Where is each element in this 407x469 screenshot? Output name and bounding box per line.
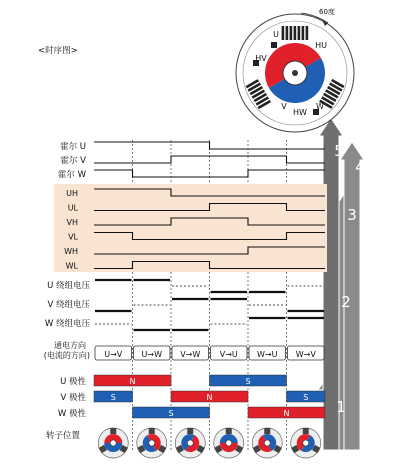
diagram-caption: <时序图>: [38, 46, 78, 56]
rotor-hub: [303, 440, 309, 446]
rotor-hub: [110, 440, 116, 446]
polarity-label: W 极性: [57, 409, 86, 419]
coil-label: V: [281, 102, 287, 111]
rotor-coil-mark: [303, 428, 309, 434]
polarity-pole: N: [283, 409, 290, 418]
rotor-position-icon: [175, 428, 205, 458]
coil-label: U: [273, 30, 279, 39]
hall-waveform: [94, 142, 325, 149]
current-direction-value: U→W: [141, 350, 162, 359]
current-direction-value: V→U: [219, 350, 238, 359]
step-number-2: 2: [341, 293, 351, 311]
polarity-pole: S: [245, 377, 251, 386]
rotor-coil-mark: [187, 428, 193, 434]
hall-label: 霍尔 W: [57, 170, 86, 180]
rotor-position-icon: [291, 428, 321, 458]
hall-label: 霍尔 V: [60, 156, 86, 166]
coil-winding: [290, 26, 293, 40]
polarity-label: U 极性: [60, 377, 86, 387]
step-number-4: 4: [355, 158, 365, 176]
rotor-coil-mark: [226, 428, 232, 434]
current-direction-value: U→V: [104, 350, 123, 359]
current-direction-label: 通电方向: [54, 341, 86, 350]
angle-label: 60度: [319, 8, 335, 16]
hall-label: 霍尔 U: [60, 142, 86, 152]
coil-label: HU: [315, 41, 327, 50]
coil-winding: [294, 26, 297, 40]
coil-winding: [306, 26, 309, 40]
polarity-pole: N: [129, 377, 136, 386]
polarity-pole: S: [110, 393, 116, 402]
drive-signal-band: [54, 184, 327, 272]
coil-winding: [298, 26, 301, 40]
coil-label: HW: [293, 108, 307, 117]
rotor-hub: [226, 440, 232, 446]
coil-label: HV: [255, 54, 267, 63]
coil-winding: [286, 26, 289, 40]
rotor-coil-mark: [264, 428, 270, 434]
drive-label: VH: [66, 218, 78, 227]
step-number-1: 1: [336, 398, 346, 416]
hall-sensor: [271, 42, 277, 48]
drive-label: UL: [67, 203, 78, 213]
polarity-pole: N: [206, 393, 213, 402]
step-number-5: 5: [334, 142, 344, 160]
rotor-hub: [187, 440, 193, 446]
current-direction-value: W→U: [257, 350, 278, 359]
rotor-position-icon: [214, 428, 244, 458]
current-direction-sublabel: (电流的方向): [43, 351, 90, 360]
rotor-position-icon: [137, 428, 167, 458]
winding-label: U 绕组电压: [47, 281, 90, 291]
drive-label: VL: [68, 232, 78, 242]
drive-label: WL: [65, 261, 78, 271]
polarity-label: V 极性: [60, 393, 86, 403]
coil-label: W: [316, 102, 324, 111]
rotor-shaft: [292, 70, 298, 76]
polarity-pole: S: [168, 409, 174, 418]
winding-label: V 绕组电压: [47, 300, 90, 310]
drive-label: UH: [66, 189, 78, 198]
current-direction-value: W→V: [295, 350, 316, 359]
rotor-position-icon: [98, 428, 128, 458]
polarity-pole: S: [303, 393, 309, 402]
rotor-coil-mark: [149, 428, 155, 434]
rotor-position-label: 转子位置: [45, 431, 80, 441]
step-number-3: 3: [347, 206, 357, 224]
rotor-hub: [264, 440, 270, 446]
coil-winding: [282, 26, 285, 40]
drive-label: WH: [64, 247, 78, 256]
rotor-coil-mark: [110, 428, 116, 434]
current-direction-value: V→W: [180, 350, 201, 359]
winding-label: W 绕组电压: [44, 319, 90, 329]
coil-winding: [302, 26, 305, 40]
rotor-hub: [149, 440, 155, 446]
rotor-position-icon: [252, 428, 282, 458]
